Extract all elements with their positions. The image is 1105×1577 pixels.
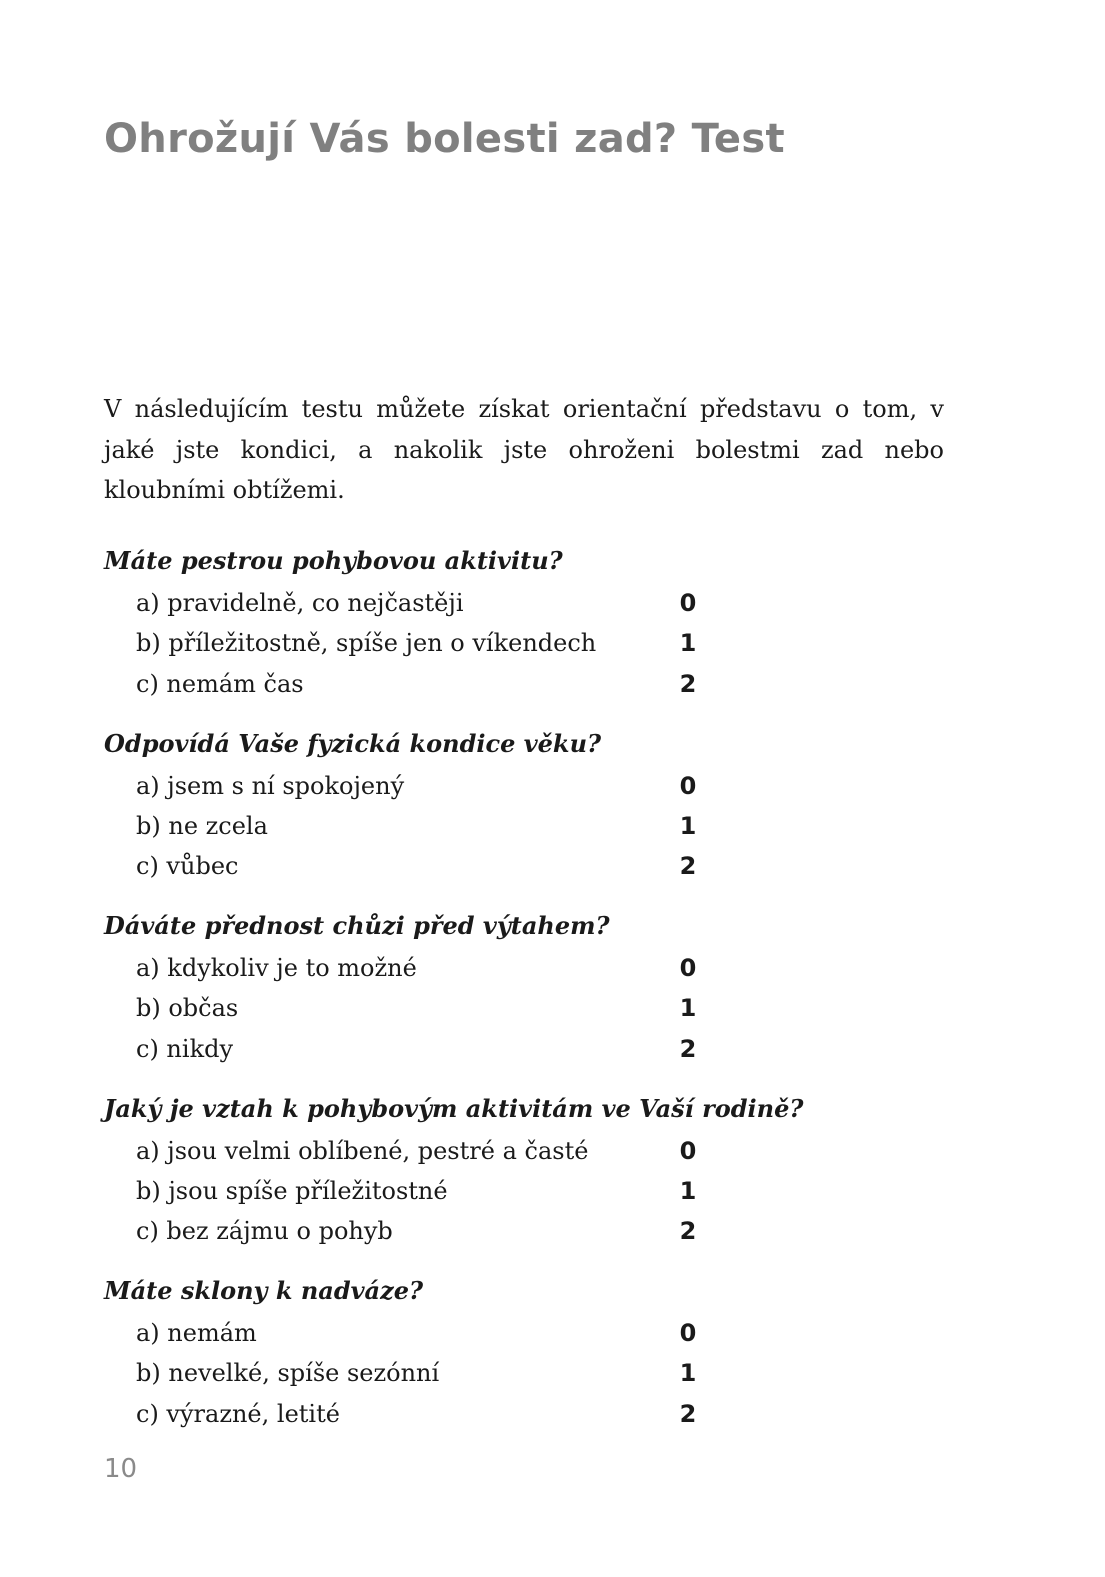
question-text: Máte pestrou pohybovou aktivitu? (104, 546, 563, 575)
answer-score: 2 (679, 1399, 697, 1428)
answer-text: c) bez zájmu o pohyb (136, 1217, 393, 1246)
answer-score: 1 (679, 629, 697, 658)
answer-score: 1 (679, 1176, 697, 1205)
answer-text: a) jsem s ní spokojený (136, 771, 405, 800)
question-text: Dáváte přednost chůzi před výtahem? (104, 911, 610, 940)
answer-text: c) nikdy (136, 1034, 234, 1063)
answer-text: c) výrazné, letité (136, 1399, 340, 1428)
answer-score: 1 (679, 811, 697, 840)
answer-score: 1 (679, 1359, 697, 1388)
answer-text: b) nevelké, spíše sezónní (136, 1359, 440, 1388)
page-title: Ohrožují Vás bolesti zad? Test (104, 116, 785, 162)
intro-paragraph: V následujícím testu můžete získat orientační představu o tom, v jaké jste kondici, a nakolik jste ohroženi bolestmi zad nebo kloubními obtížemi. (104, 395, 944, 504)
answer-list (136, 1313, 736, 1434)
answer-option (136, 766, 736, 806)
answer-option (136, 664, 736, 704)
answer-option (136, 583, 736, 623)
question (104, 1271, 804, 1454)
answer-option (136, 1131, 736, 1171)
answer-option (136, 1029, 736, 1069)
answer-text: a) kdykoliv je to možné (136, 954, 417, 982)
answer-text: c) vůbec (136, 852, 239, 881)
answer-option (136, 988, 736, 1028)
answer-text: b) jsou spíše příležitostné (136, 1176, 448, 1205)
answer-score: 0 (679, 771, 697, 800)
answer-text: a) nemám (136, 1319, 257, 1347)
question-text: Máte sklony k nadváze? (104, 1276, 424, 1305)
answer-option (136, 1211, 736, 1251)
question (104, 906, 804, 1089)
answer-text: a) jsou velmi oblíbené, pestré a časté (136, 1136, 589, 1165)
question (104, 541, 804, 724)
answer-option (136, 806, 736, 846)
answer-option (136, 623, 736, 663)
answer-option (136, 1171, 736, 1211)
answer-option (136, 1353, 736, 1393)
answer-list (136, 766, 736, 887)
question (104, 1089, 804, 1272)
answer-score: 2 (679, 669, 697, 698)
question (104, 724, 804, 907)
answer-score: 2 (679, 852, 697, 881)
answer-score: 2 (679, 1034, 697, 1063)
question-text: Jaký je vztah k pohybovým aktivitám ve Vaší rodině? (104, 1093, 804, 1123)
answer-score: 0 (679, 954, 697, 982)
answer-option (136, 1313, 736, 1353)
answer-text: b) příležitostně, spíše jen o víkendech (136, 629, 597, 658)
answer-option (136, 948, 736, 988)
answer-option (136, 1394, 736, 1434)
answer-text: a) pravidelně, co nejčastěji (136, 589, 464, 617)
answer-score: 1 (679, 994, 697, 1023)
answer-list (136, 948, 736, 1069)
answer-text: b) ne zcela (136, 811, 268, 840)
answer-text: c) nemám čas (136, 669, 304, 698)
answer-score: 0 (679, 589, 697, 617)
answer-list (136, 583, 736, 704)
answer-score: 2 (679, 1217, 697, 1246)
answer-list (136, 1131, 736, 1252)
answer-score: 0 (679, 1136, 697, 1165)
answer-option (136, 846, 736, 886)
question-text: Odpovídá Vaše fyzická kondice věku? (104, 728, 602, 758)
answer-score: 0 (679, 1319, 697, 1347)
answer-text: b) občas (136, 994, 239, 1023)
page-number: 10 (104, 1454, 138, 1484)
questions-list (104, 541, 804, 1454)
